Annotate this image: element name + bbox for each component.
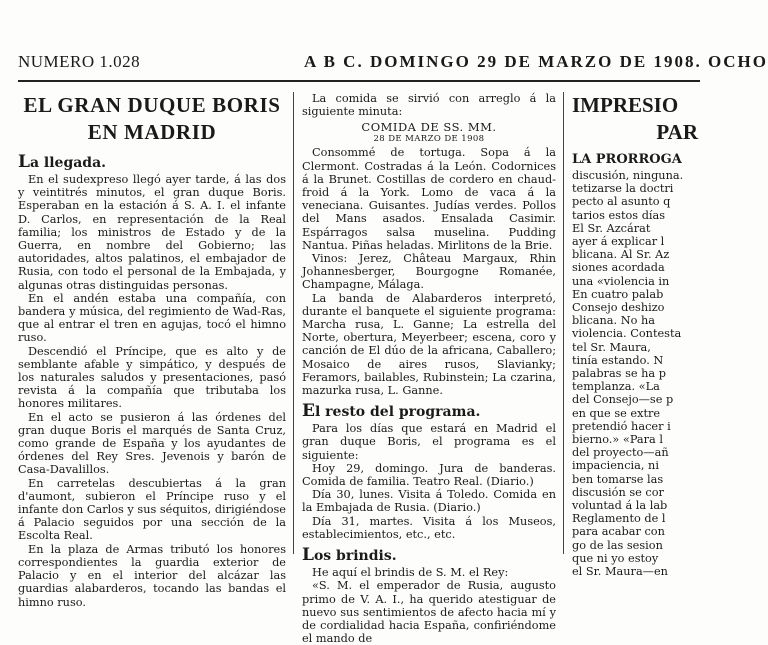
paragraph: Hoy 29, domingo. Jura de banderas. Comida de familia. Teatro Real. (Diario.)	[302, 461, 556, 489]
text-line: ben tomarse las	[572, 472, 664, 486]
text-line: tinía estando. N	[572, 353, 664, 367]
text-line: una «violencia in	[572, 274, 670, 288]
text-line: Consejo deshizo	[572, 301, 665, 315]
text-line: blicana. No ha	[572, 314, 656, 328]
masthead	[18, 52, 768, 76]
paragraph: La comida se sirvió con arreglo á la siguiente minuta:	[302, 92, 556, 119]
column-divider	[293, 92, 294, 554]
section-heading: Los brindis.	[302, 545, 397, 566]
paragraph: En el andén estaba una compañía, con bandera y música, del regimiento de Wad-Ras, que al entrar el tren en agujas, tocó el himno ruso.	[18, 291, 286, 345]
issue-number: NUMERO 1.028	[18, 52, 141, 71]
column-left	[18, 92, 286, 609]
text-line: del Consejo—se p	[572, 393, 674, 407]
paragraph: Día 31, martes. Visita á los Museos, establecimientos, etc., etc.	[302, 514, 556, 541]
text-line: en que se extre	[572, 406, 661, 420]
column-divider	[563, 92, 564, 554]
paragraph: En la plaza de Armas tributó los honores correspondientes la guardia exterior de Palacio y en el interior del alcázar las guardias alabarderos, tocando las bandas el himno ruso.	[18, 542, 286, 609]
section-heading: LA PRORROGA	[572, 152, 682, 167]
text-line: siones acordada	[572, 261, 665, 275]
text-line: violencia. Contesta	[572, 327, 682, 341]
text-line: pretendió hacer i	[572, 419, 671, 433]
menu-date: 28 DE MARZO DE 1908	[373, 134, 485, 145]
column-right	[572, 92, 700, 579]
text-line: tel Sr. Maura,	[572, 340, 651, 354]
text-line: go de las sesion	[572, 538, 663, 552]
paragraph: Para los días que estará en Madrid el gran duque Boris, el programa es el siguiente:	[302, 422, 556, 462]
paragraph: Descendió el Príncipe, que es alto y de semblante afable y simpático, y después de los naturales saludos y presentaciones, pasó revista á la compañía que tributaba los honores militares.	[18, 344, 286, 411]
text-line: voluntad á la lab	[572, 499, 668, 513]
text-line: para acabar con	[572, 525, 665, 539]
text-line: palabras se ha p	[572, 367, 666, 381]
text-lines	[572, 169, 700, 578]
text-line: del proyecto—añ	[572, 446, 669, 460]
text-line: tarios estos días	[572, 208, 666, 222]
paragraph: En el acto se pusieron á las órdenes del gran duque Boris el marqués de Santa Cruz, como grande de España y los ayudantes de órdenes del Rey Sres. Jevenois y barón de Casa-Davalillos.	[18, 410, 286, 477]
paragraph: «S. M. el emperador de Rusia, augusto primo de V. A. I., ha querido atestiguar de nuevo sus sentimientos de afecto hacia mí y de cordialidad hacia España, confiriéndome el mando de	[302, 579, 556, 645]
text-line: que ni yo estoy	[572, 551, 659, 565]
text-line: ayer á explicar l	[572, 235, 665, 249]
text-line: pecto al asunto q	[572, 195, 671, 209]
text-line: tetizarse la doctri	[572, 182, 674, 196]
paragraph: Día 30, lunes. Visita á Toledo. Comida en la Embajada de Rusia. (Diario.)	[302, 488, 556, 515]
section-heading: El resto del programa.	[302, 401, 481, 422]
text-line: el Sr. Maura—en	[572, 565, 668, 579]
article-headline: EL GRAN DUQUE BORIS EN MADRID	[23, 93, 281, 144]
text-line: discusión, ninguna.	[572, 169, 684, 182]
paragraph: Consommé de tortuga. Sopa á la Clermont. Costradas á la León. Codornices á la Brunet. Costillas de cordero en chaud-froid á la York. Lomo de vaca á la veneciana. Guisantes. Judías verdes. Pollos del Mans asados. Ensalada Casimir. Espárragos salsa muselina. Pudding Nantua. Piñas heladas. Mirlitons de la Brie.	[302, 146, 556, 252]
section-heading: La llegada.	[18, 152, 107, 172]
paragraph: En carretelas descubiertas á la gran d'aumont, subieron el Príncipe ruso y el infante don Carlos y sus séquitos, dirigiéndose á Palacio seguidos por una sección de la Escolta Real.	[18, 476, 286, 543]
paragraph: Vinos: Jerez, Château Margaux, Rhin Johannesberger, Bourgogne Romanée, Champagne, Málaga.	[302, 252, 556, 292]
text-line: templanza. «La	[572, 380, 660, 394]
article-headline	[572, 92, 700, 146]
headline-line: PAR	[656, 120, 698, 144]
paragraph: He aquí el brindis de S. M. el Rey:	[312, 566, 509, 580]
paragraph: La banda de Alabarderos interpretó, durante el banquete el siguiente programa: Marcha rusa, L. Ganne; La estrella del Norte, obertura, Meyerbeer; escena, coro y canción de El dúo de la africana, Caballero; Mosaico de aires rusos, Slavianky; Feramors, bailables, Rubinstein; La czarina, mazurka rusa, L. Ganne.	[302, 291, 556, 398]
text-line: discusión se cor	[572, 485, 664, 499]
headline-line: IMPRESIO	[572, 93, 679, 117]
text-line: El Sr. Azcárat	[572, 221, 651, 235]
text-line: bierno.» «Para l	[572, 433, 663, 447]
menu-title: COMIDA DE SS. MM.	[361, 120, 497, 135]
text-line: En cuatro palab	[572, 287, 664, 301]
paragraph: En el sudexpreso llegó ayer tarde, á las dos y veintitrés minutos, el gran duque Boris. Esperaban en la estación á S. A. I. el infante D. Carlos, en representación de la Real familia; los ministros de Estado y de la Guerra, en nombre del Gobierno; las autoridades, altos palatinos, el embajador de Rusia, con todo el personal de la Embajada, y algunas otras distinguidas personas.	[18, 173, 286, 292]
text-line: blicana. Al Sr. Az	[572, 248, 670, 262]
masthead-rule	[18, 80, 700, 82]
masthead-date: A B C. DOMINGO 29 DE MARZO DE 1908. OCHO	[304, 52, 768, 71]
column-middle	[302, 92, 556, 645]
text-line: impaciencia, ni	[572, 459, 659, 473]
text-line: Reglamento de l	[572, 512, 666, 526]
